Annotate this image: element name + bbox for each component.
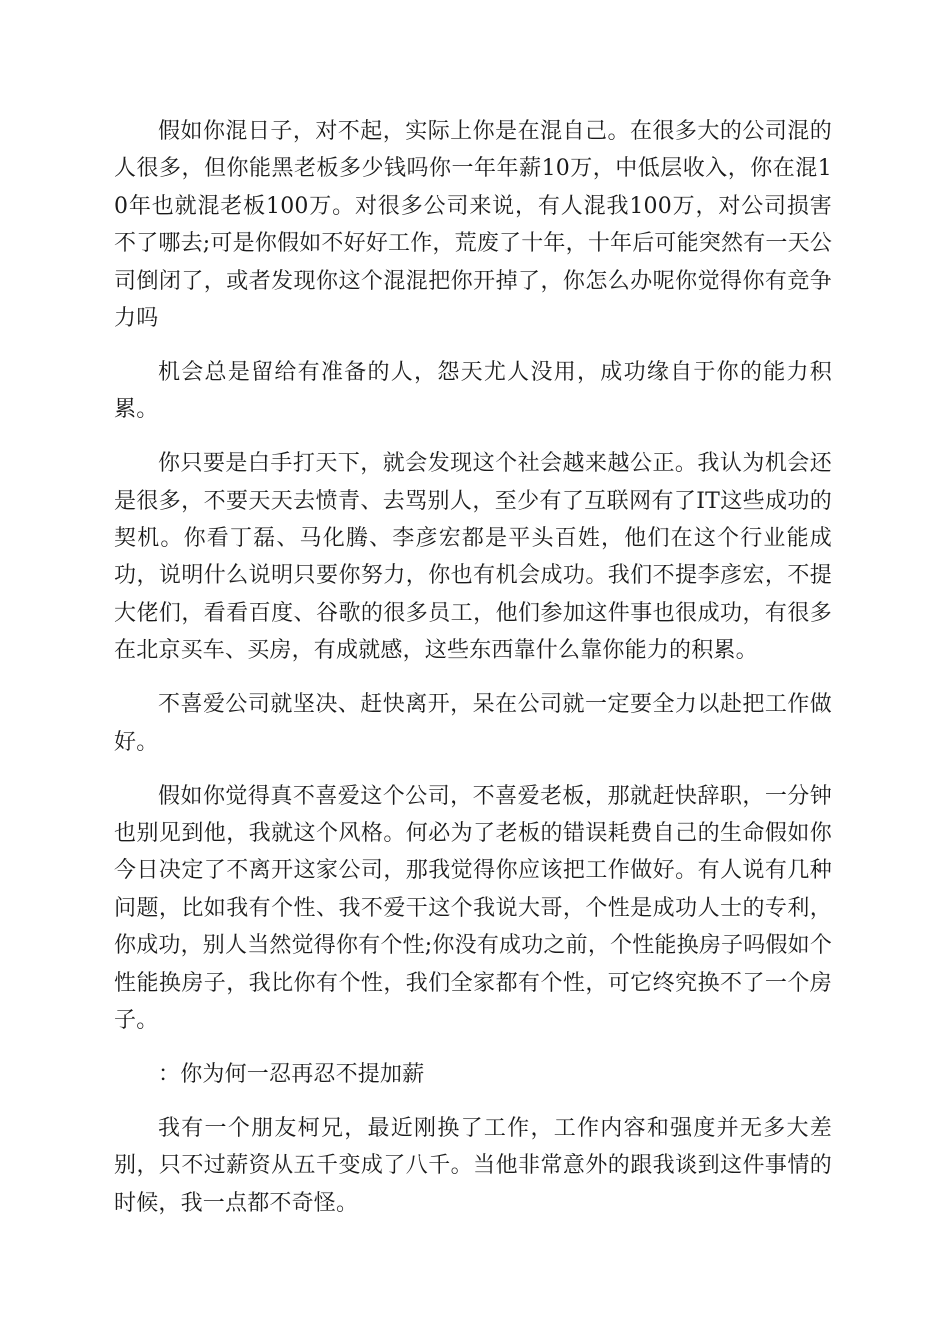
paragraph-opportunity: 机会总是留给有准备的人，怨天尤人没用，成功缘自于你的能力积累。 (114, 359, 832, 423)
paragraph-leave-or-commit: 不喜爱公司就坚决、赶快离开，呆在公司就一定要全力以赴把工作做好。 (114, 692, 832, 755)
section-heading-raise: ：你为何一忍再忍不提加薪 (158, 1061, 425, 1087)
paragraph-muddling-along: 假如你混日子，对不起，实际上你是在混自己。在很多大的公司混的人很多，但你能黑老板多少钱吗你一年年薪10万，中低层收入，你在混10年也就混老板100万。对很多公司来说，有人混我100万，对公司损害不了哪去;可是你假如不好好工作，荒废了十年，十年后可能突然有一天公司倒闭了，或者发现你这个混混把你开掉了，你怎么办呢你觉得你有竞争力吗 (114, 119, 833, 332)
document-body (114, 113, 832, 1222)
paragraph-fair-society: 你只要是白手打天下，就会发现这个社会越来越公正。我认为机会还是很多，不要天天去愤青、去骂别人，至少有了互联网有了IT这些成功的契机。你看丁磊、马化腾、李彦宏都是平头百姓，他们在这个行业能成功，说明什么说明只要你努力，你也有机会成功。我们不提李彦宏，不提大佬们，看看百度、谷歌的很多员工，他们参加这件事也很成功，有很多在北京买车、买房，有成就感，这些东西靠什么靠你能力的积累。 (114, 451, 832, 664)
paragraph-personality: 假如你觉得真不喜爱这个公司，不喜爱老板，那就赶快辞职，一分钟也别见到他，我就这个风格。何必为了老板的错误耗费自己的生命假如你今日决定了不离开这家公司，那我觉得你应该把工作做好。有人说有几种问题，比如我有个性、我不爱干这个我说大哥，个性是成功人士的专利，你成功，别人当然觉得你有个性;你没有成功之前，个性能换房子吗假如个性能换房子，我比你有个性，我们全家都有个性，可它终究换不了一个房子。 (114, 783, 833, 1033)
paragraph-friend-salary: 我有一个朋友柯兄，最近刚换了工作，工作内容和强度并无多大差别，只不过薪资从五千变成了八千。当他非常意外的跟我谈到这件事情的时候，我一点都不奇怪。 (114, 1115, 832, 1216)
